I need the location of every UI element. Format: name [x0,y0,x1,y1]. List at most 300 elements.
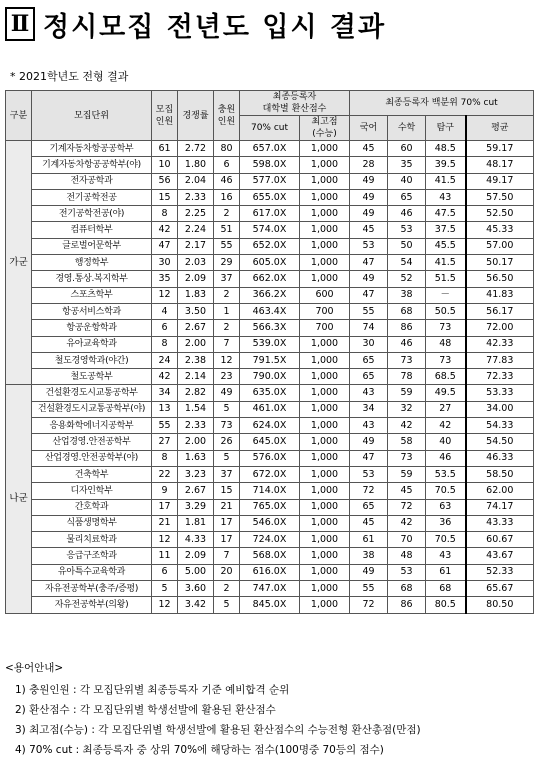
unit-name: 스포츠학부 [32,287,152,303]
cell-value: 48.5 [426,141,466,157]
cell-value: 576.0X [240,450,300,466]
cell-value: 43 [426,548,466,564]
cell-value: 747.0X [240,581,300,597]
cell-value: 74.17 [466,499,534,515]
cell-value: 8 [152,206,178,222]
table-row [6,434,534,450]
cell-value: 1,000 [300,450,350,466]
cell-value: 59 [388,385,426,401]
cell-value: 28 [350,157,388,173]
unit-name: 글로벌어문학부 [32,238,152,254]
cell-value: 672.0X [240,466,300,482]
header-cut70: 70% cut [240,116,300,141]
table-row [6,369,534,385]
cell-value: 2.67 [178,483,214,499]
section-numeral: Ⅱ [5,7,35,41]
cell-value: 43 [426,189,466,205]
cell-value: 65 [388,189,426,205]
unit-name: 철도공학부 [32,369,152,385]
table-row [6,548,534,564]
cell-value: 29 [214,255,240,271]
cell-value: 40 [388,173,426,189]
cell-value: 6 [152,320,178,336]
table-row [6,222,534,238]
cell-value: 27 [426,401,466,417]
cell-value: 714.0X [240,483,300,499]
table-row [6,581,534,597]
cell-value: 1,000 [300,532,350,548]
cell-value: 2 [214,206,240,222]
glossary-heading: <용어안내> [5,662,64,674]
cell-value: 54.33 [466,418,534,434]
cell-value: 39.5 [426,157,466,173]
cell-value: 56.17 [466,303,534,319]
cell-value: 1,000 [300,141,350,157]
cell-value: 624.0X [240,418,300,434]
cell-value: 2.00 [178,434,214,450]
cell-value: 42 [388,515,426,531]
cell-value: 1,000 [300,499,350,515]
cell-value: 8 [152,336,178,352]
unit-name: 건설환경도시교통공학부 [32,385,152,401]
cell-value: 1,000 [300,434,350,450]
cell-value: 80 [214,141,240,157]
unit-name: 경영.통상.복지학부 [32,271,152,287]
cell-value: 61 [426,564,466,580]
glossary-item: 2) 환산점수 : 각 모집단위별 학생선발에 활용된 환산점수 [15,704,276,716]
cell-value: 1,000 [300,564,350,580]
cell-value: 58.50 [466,466,534,482]
header-inquiry: 탐구 [426,116,466,141]
cell-value: 49 [350,434,388,450]
cell-value: 566.3X [240,320,300,336]
cell-value: 30 [350,336,388,352]
title-text: 정시모집 전년도 입시 결과 [43,11,387,43]
cell-value: 791.5X [240,352,300,368]
cell-value: 48 [388,548,426,564]
cell-value: 5 [152,581,178,597]
glossary-item: 1) 충원인원 : 각 모집단위별 최종등록자 기준 예비합격 순위 [15,684,290,696]
cell-value: 5 [214,597,240,613]
table-row [6,483,534,499]
cell-value: 2.00 [178,336,214,352]
header-math: 수학 [388,116,426,141]
cell-value: 59.17 [466,141,534,157]
page-title [5,6,386,42]
cell-value: 65.67 [466,581,534,597]
table-row [6,532,534,548]
cell-value: 17 [214,532,240,548]
cell-value: 70 [388,532,426,548]
header-final-pct: 최종등록자 백분위 70% cut [350,91,534,116]
cell-value: 43 [350,385,388,401]
cell-value: 9 [152,483,178,499]
group-label: 나군 [6,385,32,613]
cell-value: 42 [388,418,426,434]
cell-value: 45 [388,483,426,499]
cell-value: 3.50 [178,303,214,319]
cell-value: 73 [426,320,466,336]
table-row [6,189,534,205]
unit-name: 자유전공학부(충주/증평) [32,581,152,597]
cell-value: 80.50 [466,597,534,613]
cell-value: 72 [350,483,388,499]
cell-value: 54.50 [466,434,534,450]
cell-value: 1,000 [300,189,350,205]
cell-value: 34 [350,401,388,417]
cell-value: 845.0X [240,597,300,613]
table-row [6,271,534,287]
cell-value: 68 [388,581,426,597]
cell-value: 1 [214,303,240,319]
cell-value: 53 [388,222,426,238]
cell-value: 56.50 [466,271,534,287]
cell-value: 724.0X [240,532,300,548]
unit-name: 건설환경도시교통공학부(야) [32,401,152,417]
cell-value: 1,000 [300,173,350,189]
cell-value: 49 [350,189,388,205]
header-max: 최고점 (수능) [300,116,350,141]
cell-value: 46 [426,450,466,466]
header-average: 평균 [466,116,534,141]
table-row [6,597,534,613]
cell-value: 41.83 [466,287,534,303]
cell-value: 2.17 [178,238,214,254]
cell-value: 1,000 [300,515,350,531]
cell-value: 574.0X [240,222,300,238]
cell-value: 80.5 [426,597,466,613]
cell-value: 42 [152,222,178,238]
cell-value: 11 [152,548,178,564]
table-row [6,401,534,417]
cell-value: 1,000 [300,352,350,368]
cell-value: 72.33 [466,369,534,385]
table-row [6,499,534,515]
cell-value: 65 [350,499,388,515]
cell-value: 12 [152,287,178,303]
cell-value: 61 [152,141,178,157]
cell-value: 2 [214,320,240,336]
cell-value: 2 [214,287,240,303]
cell-value: 1,000 [300,206,350,222]
cell-value: 4.33 [178,532,214,548]
cell-value: 12 [152,532,178,548]
cell-value: 48 [426,336,466,352]
cell-value: 55 [350,303,388,319]
cell-value: 46 [388,206,426,222]
cell-value: 2.09 [178,548,214,564]
cell-value: 605.0X [240,255,300,271]
cell-value: 45 [350,222,388,238]
cell-value: 46 [214,173,240,189]
cell-value: 45 [350,515,388,531]
cell-value: 60 [388,141,426,157]
cell-value: 73 [214,418,240,434]
cell-value: 47 [152,238,178,254]
cell-value: 35 [152,271,178,287]
cell-value: 53.5 [426,466,466,482]
cell-value: 52 [388,271,426,287]
cell-value: 35 [388,157,426,173]
cell-value: 1,000 [300,466,350,482]
unit-name: 식품생명학부 [32,515,152,531]
cell-value: 1,000 [300,255,350,271]
cell-value: 47 [350,287,388,303]
cell-value: 12 [214,352,240,368]
cell-value: 1.80 [178,157,214,173]
cell-value: 3.60 [178,581,214,597]
unit-name: 기계자동차항공공학부 [32,141,152,157]
table-row [6,320,534,336]
cell-value: 49.5 [426,385,466,401]
cell-value: 65 [350,369,388,385]
table-row [6,418,534,434]
cell-value: 463.4X [240,303,300,319]
cell-value: 645.0X [240,434,300,450]
cell-value: 41.5 [426,173,466,189]
cell-value: 657.0X [240,141,300,157]
cell-value: 54 [388,255,426,271]
table-row [6,336,534,352]
unit-name: 기계자동차항공공학부(야) [32,157,152,173]
cell-value: 51 [214,222,240,238]
cell-value: 32 [388,401,426,417]
cell-value: 56 [152,173,178,189]
cell-value: 45.5 [426,238,466,254]
unit-name: 산업경영.안전공학부 [32,434,152,450]
unit-name: 전기공학전공 [32,189,152,205]
cell-value: 617.0X [240,206,300,222]
cell-value: 42.33 [466,336,534,352]
table-row [6,206,534,222]
table-row [6,466,534,482]
unit-name: 항공서비스학과 [32,303,152,319]
cell-value: 72.00 [466,320,534,336]
cell-value: 5 [214,450,240,466]
cell-value: 50 [388,238,426,254]
cell-value: 49 [350,206,388,222]
cell-value: 655.0X [240,189,300,205]
header-final-conv: 최종등록자 대학별 환산점수 [240,91,350,116]
header-unit: 모집단위 [32,91,152,141]
cell-value: 78 [388,369,426,385]
cell-value: 2.04 [178,173,214,189]
cell-value: 2.82 [178,385,214,401]
cell-value: 49.17 [466,173,534,189]
unit-name: 산업경영.안전공학부(야) [32,450,152,466]
cell-value: 72 [388,499,426,515]
cell-value: 21 [214,499,240,515]
cell-value: 77.83 [466,352,534,368]
table-row [6,287,534,303]
cell-value: 2.25 [178,206,214,222]
cell-value: 2 [214,581,240,597]
cell-value: 22 [152,466,178,482]
cell-value: 49 [214,385,240,401]
cell-value: 12 [152,597,178,613]
cell-value: 37.5 [426,222,466,238]
cell-value: 6 [214,157,240,173]
cell-value: 37 [214,466,240,482]
glossary-item: 4) 70% cut : 최종등록자 중 상위 70%에 해당하는 점수(100명중 70등의 점수) [15,744,384,756]
cell-value: 46 [388,336,426,352]
cell-value: 53 [388,564,426,580]
cell-value: 5.00 [178,564,214,580]
cell-value: 5 [214,401,240,417]
cell-value: 17 [214,515,240,531]
cell-value: 366.2X [240,287,300,303]
cell-value: 1,000 [300,238,350,254]
cell-value: 57.00 [466,238,534,254]
cell-value: 42 [152,369,178,385]
cell-value: 700 [300,320,350,336]
cell-value: 7 [214,548,240,564]
cell-value: 48.17 [466,157,534,173]
results-table [5,90,534,614]
cell-value: 38 [388,287,426,303]
cell-value: 74 [350,320,388,336]
cell-value: 21 [152,515,178,531]
cell-value: 65 [350,352,388,368]
cell-value: 2.24 [178,222,214,238]
cell-value: 68 [388,303,426,319]
cell-value: 70.5 [426,483,466,499]
cell-value: 546.0X [240,515,300,531]
cell-value: 86 [388,320,426,336]
glossary-item: 3) 최고점(수능) : 각 모집단위별 학생선발에 활용된 환산점수의 수능전형 환산총점(만점) [15,724,421,736]
unit-name: 자유전공학부(의왕) [32,597,152,613]
cell-value: 27 [152,434,178,450]
group-label: 가군 [6,141,32,385]
cell-value: 55 [152,418,178,434]
cell-value: 8 [152,450,178,466]
cell-value: 52.33 [466,564,534,580]
unit-name: 건축학부 [32,466,152,482]
cell-value: 50.17 [466,255,534,271]
cell-value: 55 [350,581,388,597]
unit-name: 응용화학에너지공학부 [32,418,152,434]
cell-value: 662.0X [240,271,300,287]
cell-value: 1.63 [178,450,214,466]
cell-value: 62.00 [466,483,534,499]
cell-value: 13 [152,401,178,417]
cell-value: 61 [350,532,388,548]
cell-value: 68 [426,581,466,597]
cell-value: 46.33 [466,450,534,466]
unit-name: 유아교육학과 [32,336,152,352]
cell-value: 43.67 [466,548,534,564]
header-korean: 국어 [350,116,388,141]
cell-value: 1,000 [300,336,350,352]
cell-value: 616.0X [240,564,300,580]
cell-value: 1,000 [300,597,350,613]
cell-value: 47 [350,255,388,271]
table-row [6,255,534,271]
cell-value: 1.83 [178,287,214,303]
cell-value: 36 [426,515,466,531]
cell-value: 55 [214,238,240,254]
cell-value: 34 [152,385,178,401]
cell-value: 68.5 [426,369,466,385]
cell-value: 53 [350,238,388,254]
cell-value: 1,000 [300,401,350,417]
cell-value: 598.0X [240,157,300,173]
cell-value: 790.0X [240,369,300,385]
cell-value: 17 [152,499,178,515]
cell-value: 3.29 [178,499,214,515]
cell-value: 2.33 [178,418,214,434]
cell-value: 1,000 [300,369,350,385]
cell-value: 49 [350,271,388,287]
cell-value: 70.5 [426,532,466,548]
cell-value: 73 [388,450,426,466]
cell-value: 3.42 [178,597,214,613]
header-ratio: 경쟁률 [178,91,214,141]
unit-name: 전기공학전공(야) [32,206,152,222]
unit-name: 행정학부 [32,255,152,271]
cell-value: 26 [214,434,240,450]
cell-value: 45.33 [466,222,534,238]
unit-name: 전자공학과 [32,173,152,189]
cell-value: 765.0X [240,499,300,515]
cell-value: 15 [152,189,178,205]
cell-value: － [426,287,466,303]
cell-value: 6 [152,564,178,580]
cell-value: 53.33 [466,385,534,401]
cell-value: 1.81 [178,515,214,531]
cell-value: 57.50 [466,189,534,205]
cell-value: 58 [388,434,426,450]
unit-name: 간호학과 [32,499,152,515]
cell-value: 2.67 [178,320,214,336]
unit-name: 철도경영학과(야간) [32,352,152,368]
cell-value: 49 [350,173,388,189]
cell-value: 53 [350,466,388,482]
cell-value: 41.5 [426,255,466,271]
cell-value: 24 [152,352,178,368]
cell-value: 577.0X [240,173,300,189]
cell-value: 37 [214,271,240,287]
cell-value: 15 [214,483,240,499]
cell-value: 1,000 [300,483,350,499]
cell-value: 461.0X [240,401,300,417]
header-addition: 충원 인원 [214,91,240,141]
cell-value: 539.0X [240,336,300,352]
cell-value: 2.03 [178,255,214,271]
cell-value: 10 [152,157,178,173]
table-row [6,450,534,466]
table-row [6,157,534,173]
cell-value: 1,000 [300,157,350,173]
table-row [6,173,534,189]
unit-name: 유아특수교육학과 [32,564,152,580]
cell-value: 700 [300,303,350,319]
cell-value: 43.33 [466,515,534,531]
cell-value: 600 [300,287,350,303]
table-row [6,352,534,368]
cell-value: 73 [426,352,466,368]
cell-value: 72 [350,597,388,613]
cell-value: 635.0X [240,385,300,401]
cell-value: 568.0X [240,548,300,564]
cell-value: 45 [350,141,388,157]
cell-value: 1.54 [178,401,214,417]
cell-value: 2.72 [178,141,214,157]
cell-value: 73 [388,352,426,368]
cell-value: 652.0X [240,238,300,254]
cell-value: 59 [388,466,426,482]
cell-value: 16 [214,189,240,205]
